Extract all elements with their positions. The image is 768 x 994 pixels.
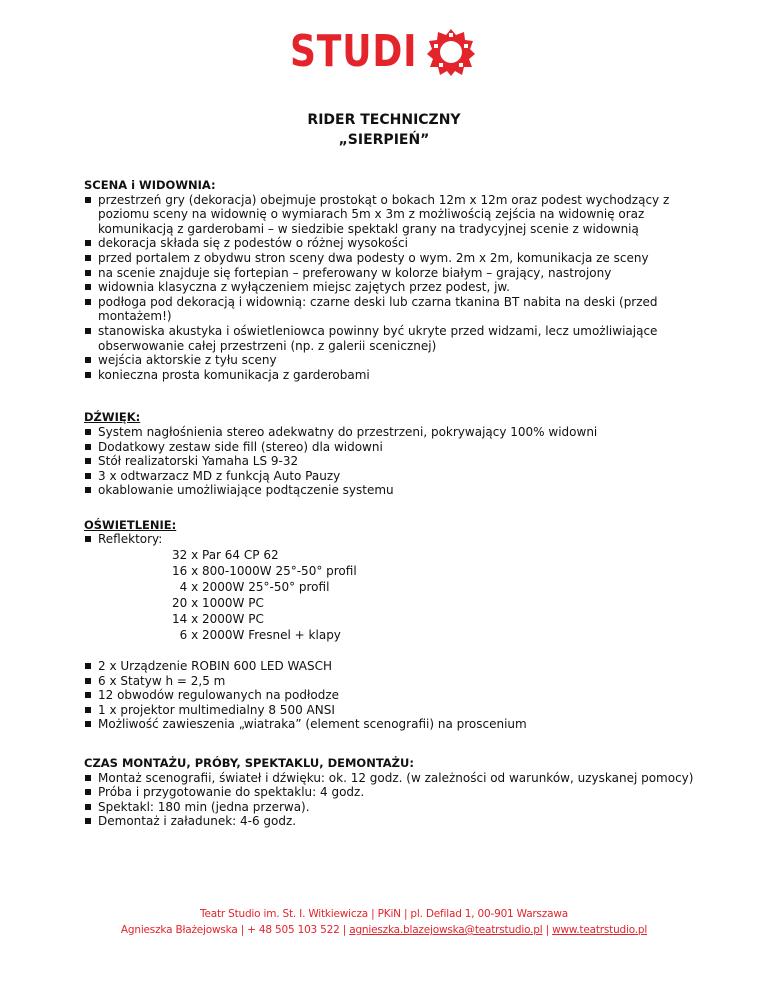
list-item: 2 x Urządzenie ROBIN 600 LED WASCH (84, 659, 704, 674)
reflektor-row: 32 x Par 64 CP 62 (172, 548, 279, 563)
list-item: konieczna prosta komunikacja z garderobami (84, 368, 704, 383)
list-item: 3 x odtwarzacz MD z funkcją Auto Pauzy (84, 469, 704, 484)
footer-name-phone: Agnieszka Błażejowska | + 48 505 103 522 | (120, 924, 350, 936)
list-item: Spektakl: 180 min (jedna przerwa). (84, 800, 704, 815)
footer-website-link[interactable]: www.teatrstudio.pl (552, 924, 648, 936)
list-scena (84, 193, 704, 383)
list-item: Próba i przygotowanie do spektaklu: 4 godz. (84, 785, 704, 800)
list-item: okablowanie umożliwiające podtączenie systemu (84, 483, 704, 498)
list-item: przestrzeń gry (dekoracja) obejmuje prostokąt o bokach 12m x 12m oraz podest wychodzący z poziomu sceny na widownię o wymiarach 5m x 3m z możliwością zejścia na widownię oraz komunikacją z garderobami – w siedzibie spektakl grany na tradycyjnej scenie z widownią (84, 193, 704, 237)
footer-contact (0, 922, 768, 938)
section-dzwiek (84, 410, 704, 498)
list-item: 12 obwodów regulowanych na podłodze (84, 688, 704, 703)
list-item: Dodatkowy zestaw side fill (stereo) dla widowni (84, 440, 704, 455)
footer-separator: | (542, 924, 553, 936)
title-line-2: „SIERPIEŃ” (338, 132, 430, 148)
reflektor-row: 20 x 1000W PC (172, 596, 264, 611)
list-item: na scenie znajduje się fortepian – preferowany w kolorze białym – grający, nastrojony (84, 266, 704, 281)
heading-czas: CZAS MONTAŻU, PRÓBY, SPEKTAKLU, DEMONTAŻU: (84, 756, 414, 771)
logo-flower-icon (426, 27, 476, 77)
document-title (0, 110, 768, 150)
list-reflektory (84, 532, 704, 547)
heading-dzwiek: DŹWIĘK: (84, 410, 141, 425)
title-line-1: RIDER TECHNICZNY (307, 112, 461, 128)
section-czas (84, 756, 704, 829)
list-dzwiek (84, 425, 704, 498)
list-item: dekoracja składa się z podestów o różnej wysokości (84, 236, 704, 251)
list-item: Stół realizatorski Yamaha LS 9-32 (84, 454, 704, 469)
footer (0, 906, 768, 938)
list-item: stanowiska akustyka i oświetleniowca powinny być ukryte przed widzami, lecz umożliwiające obserwowanie całej przestrzeni (np. z galerii scenicznej) (84, 324, 704, 353)
list-item: Montaż scenografii, świateł i dźwięku: ok. 12 godz. (w zależności od warunków, uzyskanej pomocy) (84, 771, 704, 786)
section-scena (84, 178, 704, 382)
section-oswietlenie (84, 518, 704, 732)
logo-text: STUDI (290, 26, 418, 77)
list-item: 1 x projektor multimedialny 8 500 ANSI (84, 703, 704, 718)
footer-email-link[interactable]: agnieszka.blazejowska@teatrstudio.pl (349, 924, 543, 936)
list-item: Demontaż i załadunek: 4-6 godz. (84, 814, 704, 829)
list-item: przed portalem z obydwu stron sceny dwa podesty o wym. 2m x 2m, komunikacja ze sceny (84, 251, 704, 266)
reflektor-row: 16 x 800-1000W 25°-50° profil (172, 564, 357, 579)
heading-oswietlenie: OŚWIETLENIE: (84, 517, 177, 532)
footer-address: Teatr Studio im. St. I. Witkiewicza | PKiN | pl. Defilad 1, 00-901 Warszawa (200, 908, 568, 920)
list-item: podłoga pod dekoracją i widownią: czarne deski lub czarna tkanina BT nabita na deski (przed montażem!) (84, 295, 704, 324)
list-item: 6 x Statyw h = 2,5 m (84, 674, 704, 689)
heading-scena: SCENA i WIDOWNIA: (84, 178, 216, 192)
list-item: System nagłośnienia stereo adekwatny do przestrzeni, pokrywający 100% widowni (84, 425, 704, 440)
list-oswietlenie (84, 659, 704, 732)
list-item-reflektory: Reflektory: (84, 532, 704, 547)
list-item: wejścia aktorskie z tyłu sceny (84, 353, 704, 368)
reflektor-row: 14 x 2000W PC (172, 612, 264, 627)
rider-content (84, 178, 704, 829)
list-czas (84, 771, 704, 829)
list-item: Możliwość zawieszenia „wiatraka” (element scenografii) na proscenium (84, 717, 704, 732)
list-item: widownia klasyczna z wyłączeniem miejsc zajętych przez podest, jw. (84, 280, 704, 295)
reflektor-row: 4 x 2000W 25°-50° profil (172, 580, 330, 595)
reflektory-list (84, 547, 704, 643)
studio-logo (290, 24, 445, 80)
reflektor-row: 6 x 2000W Fresnel + klapy (172, 628, 341, 643)
